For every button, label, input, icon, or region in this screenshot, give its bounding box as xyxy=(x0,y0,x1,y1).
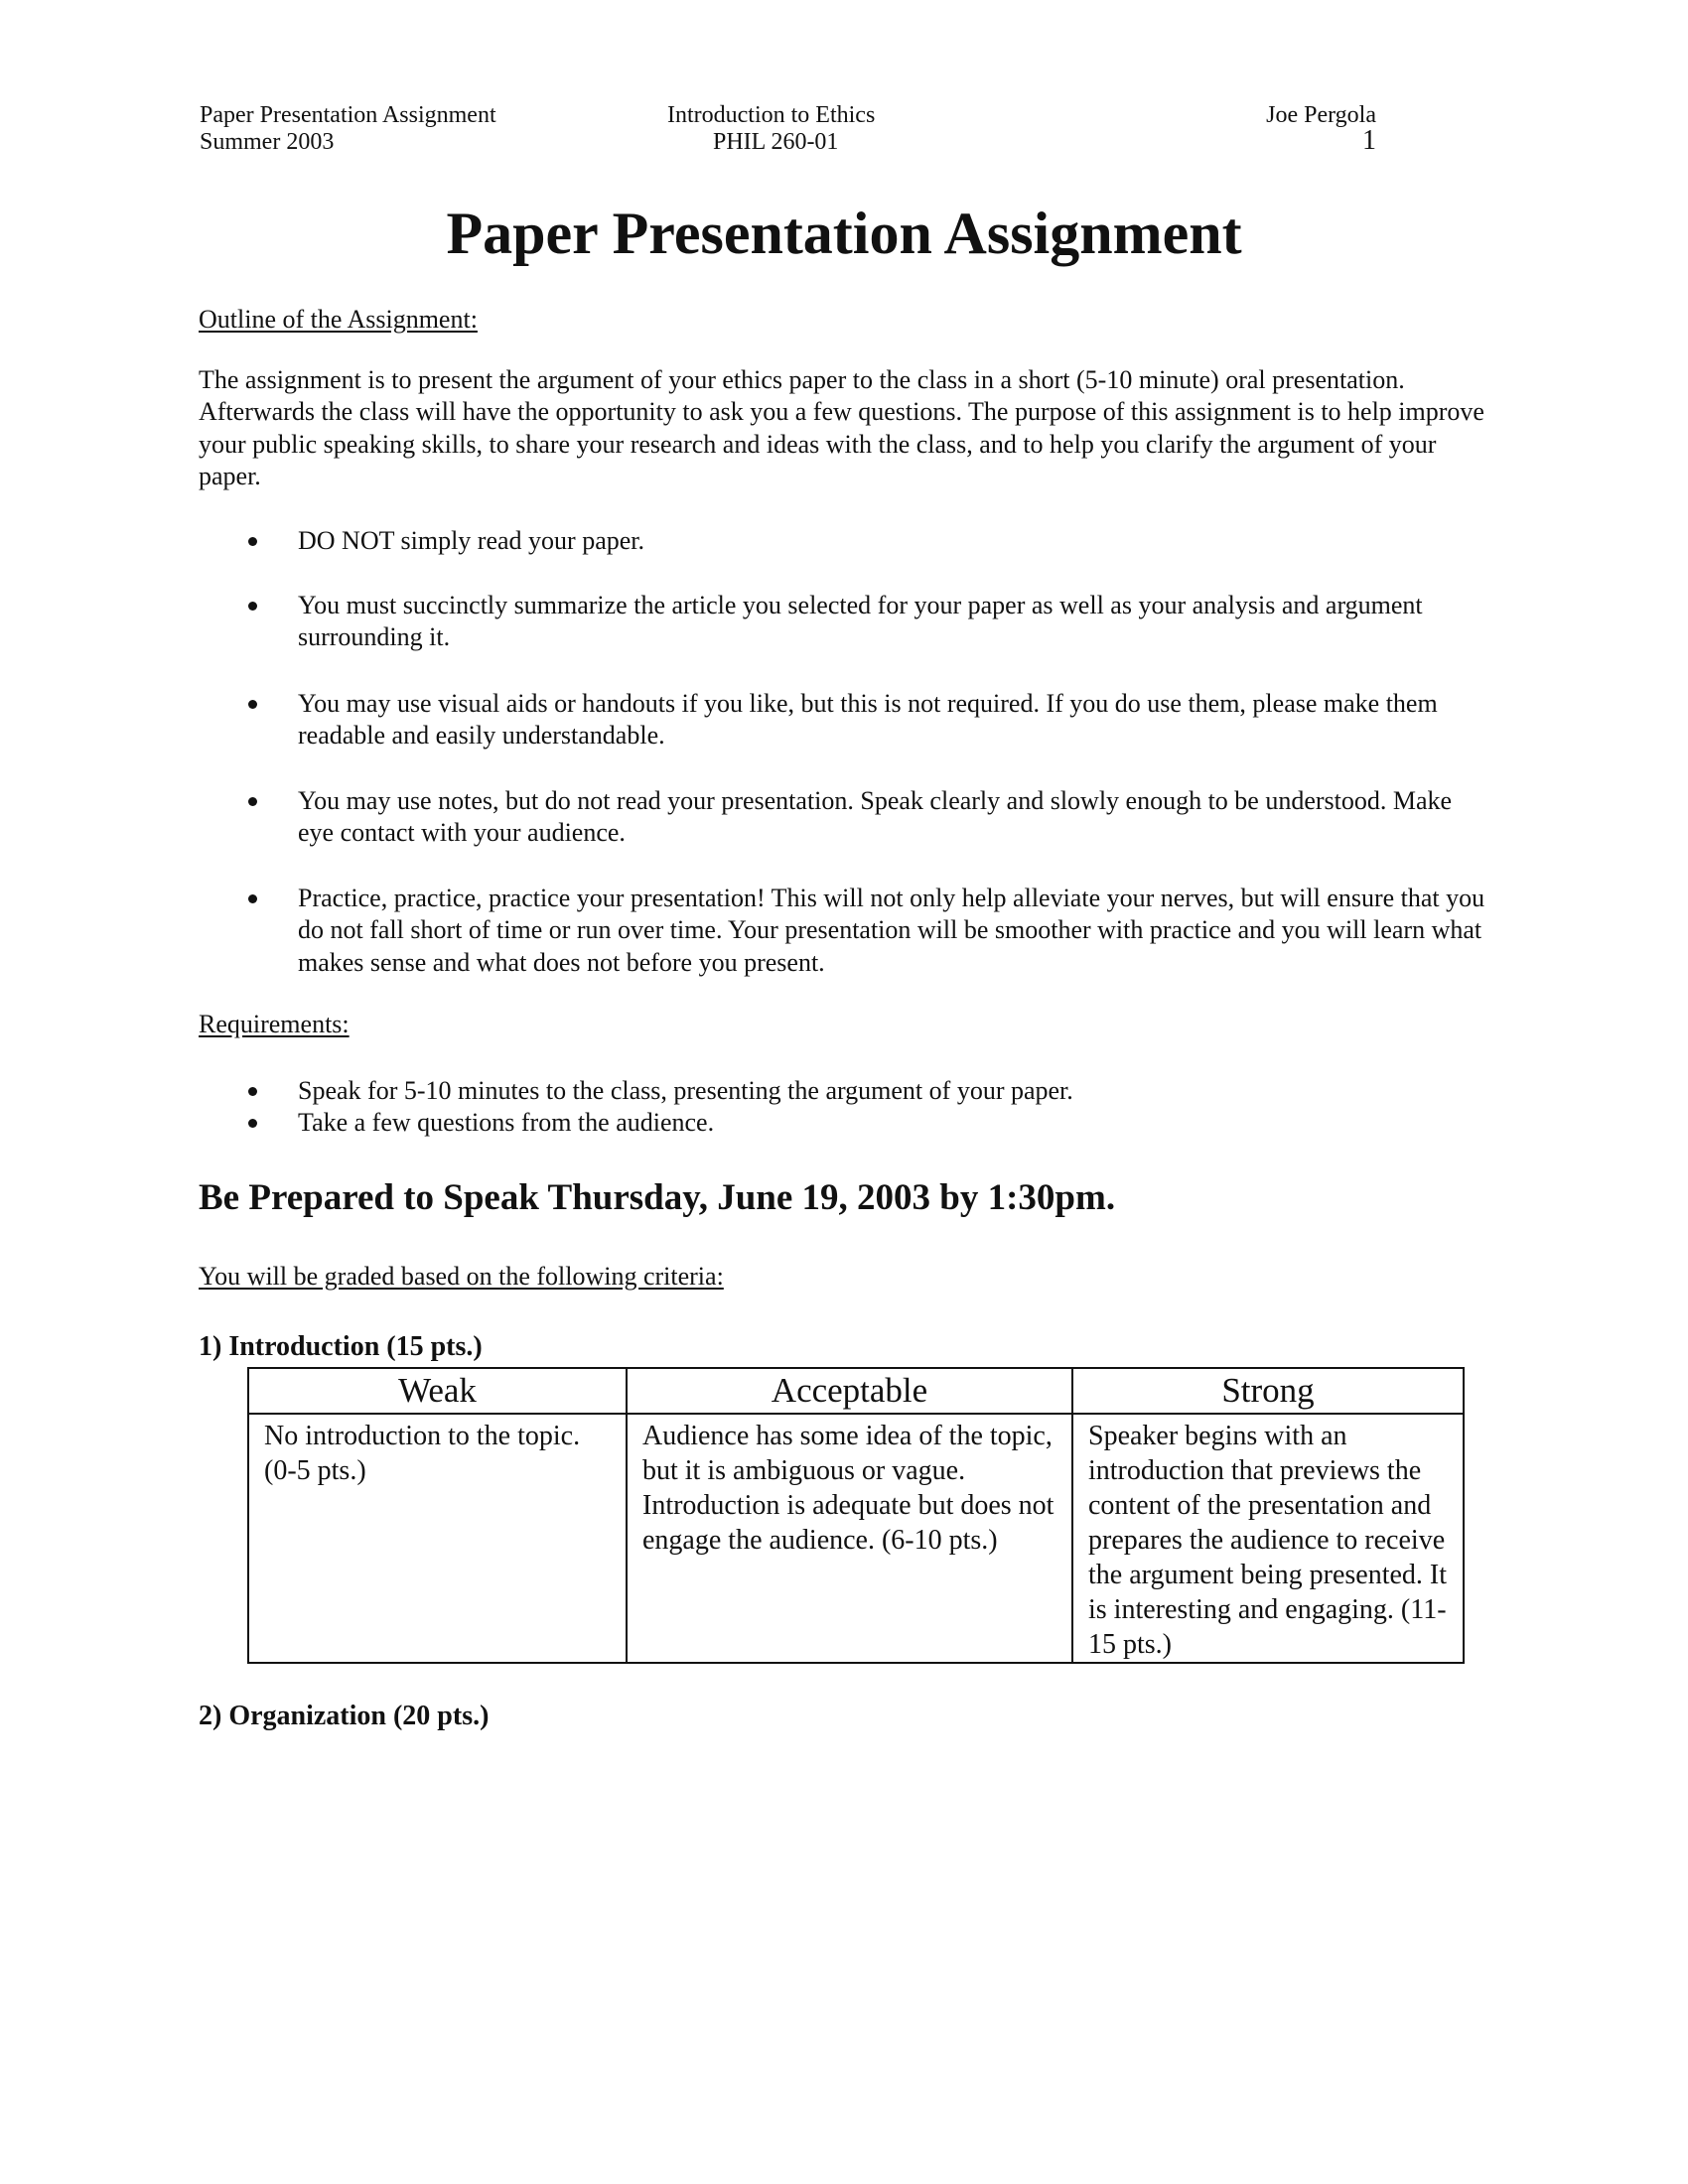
list-item: You may use notes, but do not read your presentation. Speak clearly and slowly enough to be understood. Make eye contact with your audience. xyxy=(199,785,1489,850)
table-header-row xyxy=(248,1368,1464,1414)
table-row xyxy=(248,1414,1464,1663)
list-item: You must succinctly summarize the article you selected for your paper as well as your analysis and argument surrounding it. xyxy=(199,590,1489,654)
outline-bullet-2 xyxy=(199,590,1489,654)
column-header-acceptable: Acceptable xyxy=(627,1368,1072,1414)
requirements-list xyxy=(199,1075,1489,1140)
column-header-weak: Weak xyxy=(248,1368,627,1414)
list-item: Take a few questions from the audience. xyxy=(199,1107,1489,1139)
introduction-rubric-table xyxy=(247,1367,1465,1664)
outline-bullet-4 xyxy=(199,785,1489,850)
header-left-line1: Paper Presentation Assignment xyxy=(200,102,496,128)
column-header-strong: Strong xyxy=(1072,1368,1464,1414)
bullet-icon xyxy=(248,1119,257,1128)
list-item: You may use visual aids or handouts if you like, but this is not required. If you do use them, please make them readable and easily understandable. xyxy=(199,688,1489,752)
bullet-icon xyxy=(248,894,257,903)
outline-heading: Outline of the Assignment: xyxy=(199,305,478,334)
outline-bullet-3 xyxy=(199,688,1489,752)
page-title: Paper Presentation Assignment xyxy=(446,201,1242,266)
list-item: DO NOT simply read your paper. xyxy=(199,525,1489,557)
requirements-heading: Requirements: xyxy=(199,1010,350,1038)
section-organization-heading: 2) Organization (20 pts.) xyxy=(199,1701,490,1731)
header-author: Joe Pergola xyxy=(1266,102,1376,128)
list-item: Speak for 5-10 minutes to the class, presenting the argument of your paper. xyxy=(199,1075,1489,1107)
bullet-icon xyxy=(248,700,257,709)
outline-bullet-list xyxy=(199,525,1489,557)
section-introduction-heading: 1) Introduction (15 pts.) xyxy=(199,1331,483,1362)
outline-paragraph: The assignment is to present the argument of your ethics paper to the class in a short (5-10 minute) oral presentation. Afterwards the class will have the opportunity to ask you a few questions. The purpose of this assignment is to help improve your public speaking skills, to share your research and ideas with the class, and to help you clarify the argument of your paper. xyxy=(199,365,1484,490)
cell-weak: No introduction to the topic. (0-5 pts.) xyxy=(248,1414,627,1663)
list-item: Practice, practice, practice your presentation! This will not only help alleviate your nerves, but will ensure that you do not fall short of time or run over time. Your presentation will be smoother with practice and you will learn what makes sense and what does not before you present. xyxy=(199,883,1489,979)
header-course-title: Introduction to Ethics xyxy=(667,102,876,128)
bullet-icon xyxy=(248,537,257,546)
outline-bullet-5 xyxy=(199,883,1489,979)
page-number: 1 xyxy=(1362,125,1376,156)
bullet-icon xyxy=(248,797,257,806)
cell-acceptable: Audience has some idea of the topic, but it is ambiguous or vague. Introduction is adequate but does not engage the audience. (6-10 pts.) xyxy=(627,1414,1072,1663)
bullet-icon xyxy=(248,1087,257,1096)
header-course-code: PHIL 260-01 xyxy=(713,129,839,155)
cell-strong: Speaker begins with an introduction that previews the content of the presentation and prepares the audience to receive the argument being presented. It is interesting and engaging. (11-15 pts.) xyxy=(1072,1414,1464,1663)
criteria-heading: You will be graded based on the following criteria: xyxy=(199,1262,724,1291)
header-left-line2: Summer 2003 xyxy=(200,129,335,155)
bullet-icon xyxy=(248,602,257,611)
deadline-heading: Be Prepared to Speak Thursday, June 19, 2003 by 1:30pm. xyxy=(199,1177,1116,1218)
